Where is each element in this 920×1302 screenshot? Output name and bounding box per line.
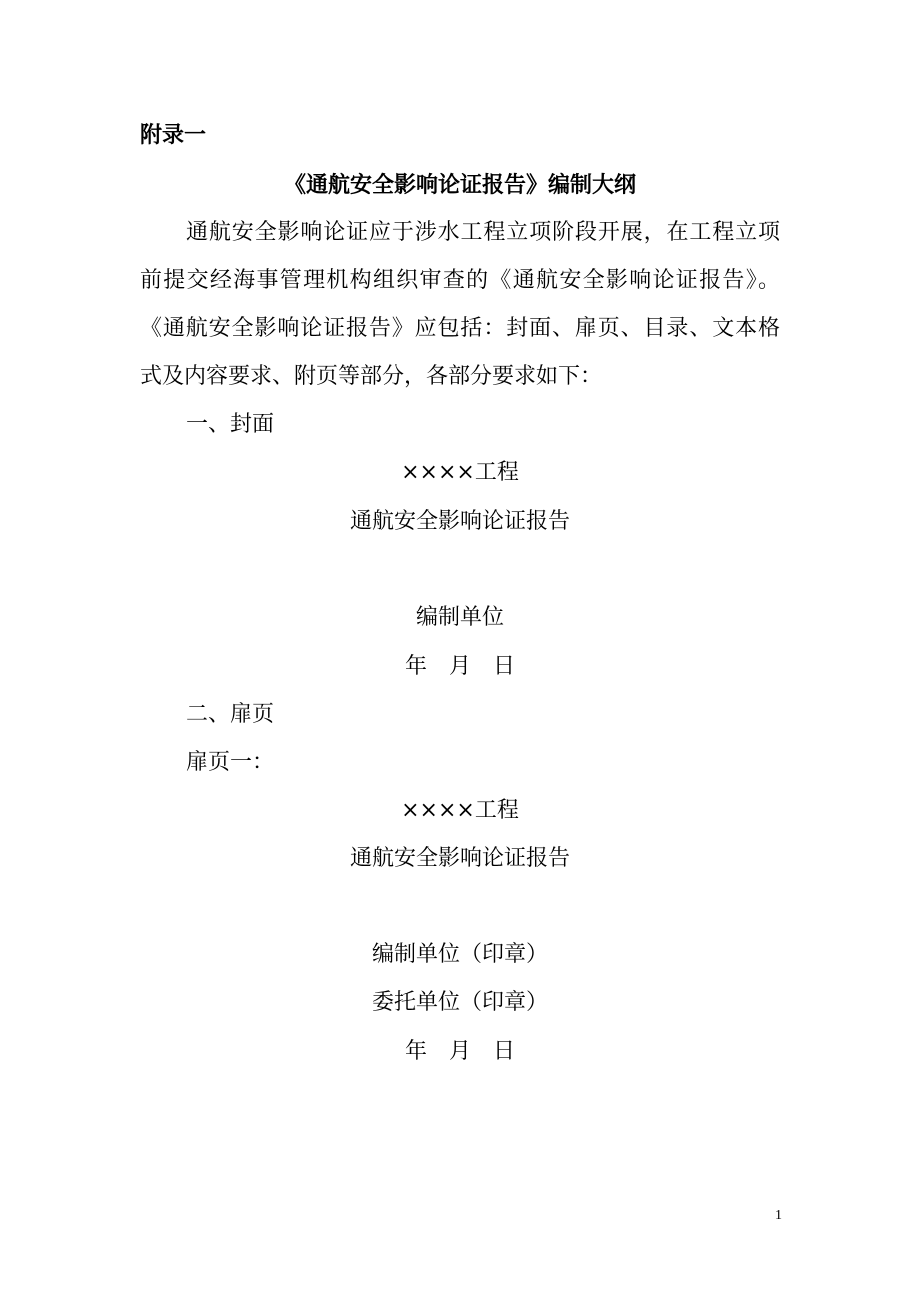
cover-report-name: 通航安全影响论证报告 [349,509,570,534]
page-number: 1 [775,1208,782,1223]
cover-project-name: ××××工程 [401,460,519,485]
cover-date: 年 月 日 [404,654,515,679]
intro-line-2: 前提交经海事管理机构组织审查的《通航安全影响论证报告》。 [140,268,780,293]
title-page-entrust-unit: 委托单位（印章） [371,990,548,1015]
title-page-report-name: 通航安全影响论证报告 [349,846,570,871]
cover-unit: 编制单位 [415,605,504,630]
title-page-date: 年 月 日 [404,1039,515,1064]
title-page-1-heading: 扉页一： [186,750,275,775]
section-2-heading: 二、扉页 [186,702,275,727]
title-page-project-name: ××××工程 [401,798,519,823]
intro-line-4: 式及内容要求、附页等部分，各部分要求如下： [140,364,603,389]
intro-line-1: 通航安全影响论证应于涉水工程立项阶段开展，在工程立项 [186,220,780,245]
intro-line-3: 《通航安全影响论证报告》应包括：封面、扉页、目录、文本格 [140,316,780,341]
title-page-prepare-unit: 编制单位（印章） [371,942,548,967]
section-1-heading: 一、封面 [186,412,275,437]
appendix-label: 附录一 [140,122,207,148]
document-title: 《通航安全影响论证报告》编制大纲 [283,172,636,198]
